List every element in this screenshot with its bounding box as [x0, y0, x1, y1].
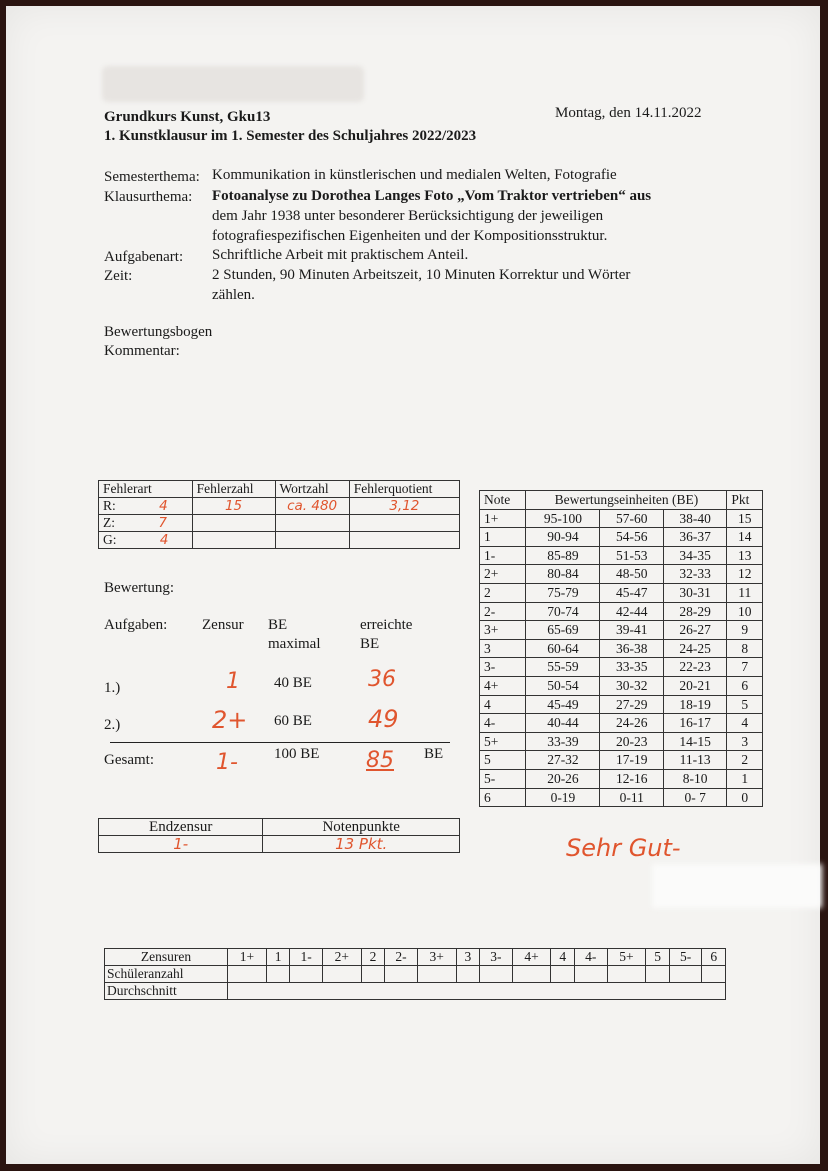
- grade-be-60: 39-41: [600, 621, 663, 640]
- bewertung-title: Bewertung:: [104, 580, 174, 596]
- grade-pkt: 5: [727, 695, 763, 714]
- grade-be-100: 45-49: [526, 695, 600, 714]
- sum-line: [110, 742, 450, 743]
- aufgabe-2-erreicht: 49: [368, 705, 399, 733]
- grade-be-60: 54-56: [600, 528, 663, 547]
- schueleranzahl-cell: [228, 966, 267, 983]
- zensur-grade-header: 2+: [322, 949, 361, 966]
- zensur-grade-header: 3-: [480, 949, 513, 966]
- notenpunkte-value: 13 Pkt.: [263, 836, 460, 853]
- col-be-max: maximal: [268, 636, 321, 652]
- fehler-table: [98, 480, 460, 549]
- grade-row: [480, 732, 763, 751]
- klausur-line2: dem Jahr 1938 unter besonderer Berücksichtigung der jeweiligen: [212, 208, 604, 224]
- schueleranzahl-cell: [646, 966, 670, 983]
- fehler-art: G:: [103, 532, 117, 547]
- grade-be-40: 14-15: [663, 732, 726, 751]
- grade-be-60: 33-35: [600, 658, 663, 677]
- fehler-header: Fehlerzahl: [192, 481, 275, 498]
- schueleranzahl-cell: [417, 966, 456, 983]
- fehler-art: Z:: [103, 515, 115, 530]
- aufgabe-1-erreicht: 36: [368, 667, 396, 692]
- grade-note: 2-: [480, 602, 526, 621]
- grade-row: [480, 639, 763, 658]
- grade-be-60: 45-47: [600, 583, 663, 602]
- aufgabe-1-label: 1.): [104, 680, 121, 696]
- schueleranzahl-cell: [290, 966, 323, 983]
- grade-be-100: 33-39: [526, 732, 600, 751]
- grade-body: [480, 509, 763, 807]
- gesamt-max: 100 BE: [274, 746, 320, 762]
- grade-be-100: 55-59: [526, 658, 600, 677]
- grade-be-40: 34-35: [663, 546, 726, 565]
- grade-note: 4+: [480, 676, 526, 695]
- gesamt-zensur: 1-: [216, 750, 238, 775]
- schueleranzahl-cell: [322, 966, 361, 983]
- aufgabe-2-max: 60 BE: [274, 713, 312, 729]
- klausur-line3: fotografiespezifischen Eigenheiten und der Kompositionsstruktur.: [212, 228, 608, 244]
- grade-pkt: 9: [727, 621, 763, 640]
- col-be: BE: [268, 617, 288, 633]
- grade-note: 4: [480, 695, 526, 714]
- grade-header-note: Note: [480, 491, 526, 510]
- hand-count: 4: [159, 498, 168, 514]
- schueleranzahl-cell: [551, 966, 575, 983]
- grade-be-40: 32-33: [663, 565, 726, 584]
- grade-be-100: 70-74: [526, 602, 600, 621]
- schueleranzahl-cell: [266, 966, 290, 983]
- grade-be-40: 20-21: [663, 676, 726, 695]
- zeit-line2: zählen.: [212, 287, 255, 303]
- gesamt-erreicht: 85: [366, 748, 394, 773]
- gesamt-unit: BE: [424, 746, 444, 762]
- zeit-line1: 2 Stunden, 90 Minuten Arbeitszeit, 10 Minuten Korrektur und Wörter: [212, 267, 631, 283]
- grade-be-100: 50-54: [526, 676, 600, 695]
- schueleranzahl-cell: [480, 966, 513, 983]
- grade-be-60: 36-38: [600, 639, 663, 658]
- aufgabe-2-zensur: 2+: [212, 706, 248, 734]
- grade-row: [480, 583, 763, 602]
- zensur-grade-header: 4+: [512, 949, 551, 966]
- grade-be-100: 75-79: [526, 583, 600, 602]
- grade-be-60: 57-60: [600, 509, 663, 528]
- wortzahl: [275, 515, 349, 532]
- grade-note: 3+: [480, 621, 526, 640]
- grade-table: [479, 490, 763, 807]
- grade-row: [480, 714, 763, 733]
- zensur-grade-header: 4-: [574, 949, 607, 966]
- aufgabe-value: Schriftliche Arbeit mit praktischem Anteil.: [212, 247, 469, 263]
- wortzahl: [275, 532, 349, 549]
- grade-pkt: 4: [727, 714, 763, 733]
- grade-note: 3-: [480, 658, 526, 677]
- grade-be-40: 11-13: [663, 751, 726, 770]
- grade-be-100: 80-84: [526, 565, 600, 584]
- schueleranzahl-cell: [385, 966, 418, 983]
- zensur-grade-header: 5-: [669, 949, 702, 966]
- grade-be-60: 20-23: [600, 732, 663, 751]
- schueleranzahl-cell: [607, 966, 646, 983]
- aufgabe-label: Aufgabenart:: [104, 249, 184, 265]
- redacted-area: [652, 864, 822, 908]
- zeit-label: Zeit:: [104, 268, 133, 284]
- exam-title: 1. Kunstklausur im 1. Semester des Schuljahres 2022/2023: [104, 128, 477, 144]
- zensur-grade-header: 3+: [417, 949, 456, 966]
- col-aufgaben: Aufgaben:: [104, 617, 168, 633]
- endzensur-table: [98, 818, 460, 853]
- grade-be-60: 17-19: [600, 751, 663, 770]
- grade-be-40: 22-23: [663, 658, 726, 677]
- semester-value: Kommunikation in künstlerischen und medialen Welten, Fotografie: [212, 167, 617, 183]
- grade-pkt: 14: [727, 528, 763, 547]
- zensuren-table: [104, 948, 726, 1000]
- zensur-grade-header: 6: [702, 949, 726, 966]
- col-erreicht-be: BE: [360, 636, 380, 652]
- grade-pkt: 13: [727, 546, 763, 565]
- kommentar-label: Kommentar:: [104, 343, 180, 359]
- wortzahl: ca. 480: [275, 498, 349, 515]
- grade-note: 2+: [480, 565, 526, 584]
- grade-pkt: 1: [727, 769, 763, 788]
- grade-row: [480, 528, 763, 547]
- grade-be-40: 38-40: [663, 509, 726, 528]
- grade-row: [480, 769, 763, 788]
- grade-note: 5: [480, 751, 526, 770]
- bogen-title: Bewertungsbogen: [104, 324, 213, 340]
- grade-row: [480, 565, 763, 584]
- fehler-header: Wortzahl: [275, 481, 349, 498]
- grade-note: 4-: [480, 714, 526, 733]
- grade-be-100: 60-64: [526, 639, 600, 658]
- fehlerquotient: 3,12: [349, 498, 459, 515]
- grade-be-100: 27-32: [526, 751, 600, 770]
- fehler-header: Fehlerquotient: [349, 481, 459, 498]
- grade-be-60: 27-29: [600, 695, 663, 714]
- redacted-name: [102, 66, 364, 102]
- grade-row: [480, 509, 763, 528]
- grade-row: [480, 546, 763, 565]
- aufgabe-1-max: 40 BE: [274, 675, 312, 691]
- fehlerquotient: [349, 532, 459, 549]
- durchschnitt-label: Durchschnitt: [105, 983, 228, 1000]
- grade-row: [480, 751, 763, 770]
- schueleranzahl-cell: [702, 966, 726, 983]
- grade-pkt: 0: [727, 788, 763, 807]
- grade-header-be: Bewertungseinheiten (BE): [526, 491, 727, 510]
- zensur-grade-header: 2-: [385, 949, 418, 966]
- grade-be-100: 20-26: [526, 769, 600, 788]
- zensur-grade-header: 2: [361, 949, 385, 966]
- grade-be-40: 18-19: [663, 695, 726, 714]
- grade-be-100: 0-19: [526, 788, 600, 807]
- grade-be-60: 48-50: [600, 565, 663, 584]
- schueleranzahl-cell: [456, 966, 480, 983]
- col-erreicht: erreichte: [360, 617, 413, 633]
- course-title: Grundkurs Kunst, Gku13: [104, 109, 271, 125]
- grade-be-40: 30-31: [663, 583, 726, 602]
- grade-note: 3: [480, 639, 526, 658]
- grade-be-60: 24-26: [600, 714, 663, 733]
- grade-pkt: 2: [727, 751, 763, 770]
- zensuren-header: Zensuren: [105, 949, 228, 966]
- grade-note: 5+: [480, 732, 526, 751]
- grade-note: 6: [480, 788, 526, 807]
- grade-pkt: 12: [727, 565, 763, 584]
- grade-be-100: 85-89: [526, 546, 600, 565]
- teacher-comment: Sehr Gut-: [566, 834, 681, 862]
- exam-date: Montag, den 14.11.2022: [555, 105, 702, 121]
- grade-be-60: 42-44: [600, 602, 663, 621]
- fehler-zahl: [192, 532, 275, 549]
- grade-note: 1+: [480, 509, 526, 528]
- fehler-zahl: [192, 515, 275, 532]
- grade-be-40: 8-10: [663, 769, 726, 788]
- durchschnitt-value: [228, 983, 726, 1000]
- fehler-zahl: 15: [192, 498, 275, 515]
- grade-note: 5-: [480, 769, 526, 788]
- grade-pkt: 15: [727, 509, 763, 528]
- zensur-grade-header: 1-: [290, 949, 323, 966]
- col-zensur: Zensur: [202, 617, 244, 633]
- klausur-title: Fotoanalyse zu Dorothea Langes Foto „Vom Traktor vertrieben“ aus: [212, 188, 652, 204]
- grade-be-60: 12-16: [600, 769, 663, 788]
- aufgabe-1-zensur: 1: [226, 669, 240, 694]
- grade-pkt: 6: [727, 676, 763, 695]
- endzensur-value: 1-: [99, 836, 263, 853]
- grade-be-100: 65-69: [526, 621, 600, 640]
- grade-note: 2: [480, 583, 526, 602]
- schueleranzahl-cell: [669, 966, 702, 983]
- grade-be-100: 95-100: [526, 509, 600, 528]
- grade-pkt: 7: [727, 658, 763, 677]
- grade-be-40: 24-25: [663, 639, 726, 658]
- grade-row: [480, 695, 763, 714]
- zensur-grade-header: 5+: [607, 949, 646, 966]
- grade-pkt: 11: [727, 583, 763, 602]
- grade-be-60: 51-53: [600, 546, 663, 565]
- grade-pkt: 10: [727, 602, 763, 621]
- grade-pkt: 8: [727, 639, 763, 658]
- grade-be-40: 28-29: [663, 602, 726, 621]
- grade-row: [480, 621, 763, 640]
- schueleranzahl-label: Schüleranzahl: [105, 966, 228, 983]
- zensur-grade-header: 5: [646, 949, 670, 966]
- grade-row: [480, 788, 763, 807]
- grade-header-pkt: Pkt: [727, 491, 763, 510]
- klausur-label: Klausurthema:: [104, 189, 193, 205]
- grade-be-40: 36-37: [663, 528, 726, 547]
- grade-be-40: 0- 7: [663, 788, 726, 807]
- zensur-grade-header: 4: [551, 949, 575, 966]
- hand-count: 4: [159, 532, 169, 548]
- grade-row: [480, 602, 763, 621]
- schueleranzahl-cell: [361, 966, 385, 983]
- grade-row: [480, 658, 763, 677]
- grade-be-40: 16-17: [663, 714, 726, 733]
- grade-row: [480, 676, 763, 695]
- grade-be-60: 0-11: [600, 788, 663, 807]
- exam-sheet: [6, 6, 820, 1164]
- fehler-header: Fehlerart: [99, 481, 193, 498]
- grade-note: 1-: [480, 546, 526, 565]
- grade-be-40: 26-27: [663, 621, 726, 640]
- grade-be-100: 90-94: [526, 528, 600, 547]
- endzensur-header: Endzensur: [99, 819, 263, 836]
- hand-count: 7: [158, 515, 167, 531]
- zensur-grade-header: 1: [266, 949, 290, 966]
- grade-be-100: 40-44: [526, 714, 600, 733]
- schueleranzahl-cell: [574, 966, 607, 983]
- grade-pkt: 3: [727, 732, 763, 751]
- grade-be-60: 30-32: [600, 676, 663, 695]
- semester-label: Semesterthema:: [104, 169, 200, 185]
- gesamt-label: Gesamt:: [104, 752, 154, 768]
- notenpunkte-header: Notenpunkte: [263, 819, 460, 836]
- zensur-grade-header: 3: [456, 949, 480, 966]
- grade-note: 1: [480, 528, 526, 547]
- schueleranzahl-cell: [512, 966, 551, 983]
- zensur-grade-header: 1+: [228, 949, 267, 966]
- aufgabe-2-label: 2.): [104, 717, 121, 733]
- fehlerquotient: [349, 515, 459, 532]
- fehler-art: R:: [103, 498, 116, 513]
